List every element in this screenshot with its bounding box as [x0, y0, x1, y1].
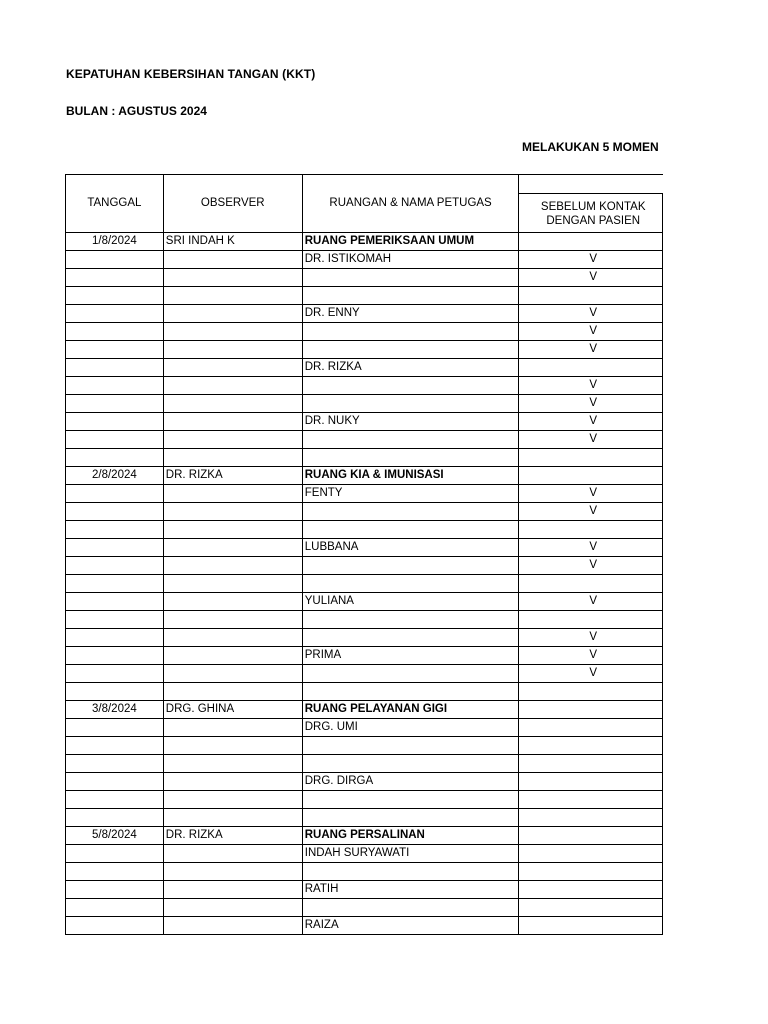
table-row — [66, 269, 663, 287]
table-row — [66, 575, 663, 593]
cell-room[interactable]: DRG. DIRGA — [302, 773, 519, 791]
cell-room[interactable] — [302, 341, 519, 359]
cell-room[interactable]: RATIH — [302, 881, 519, 899]
table-row — [66, 539, 663, 557]
cell-observer[interactable] — [163, 431, 302, 449]
cell-observer[interactable]: DRG. GHINA — [163, 701, 302, 719]
cell-room[interactable] — [302, 575, 519, 593]
table-row — [66, 665, 663, 683]
table-row — [66, 719, 663, 737]
cell-moment1[interactable]: V — [519, 485, 663, 503]
cell-observer[interactable] — [163, 449, 302, 467]
cell-observer[interactable] — [163, 323, 302, 341]
cell-date[interactable] — [66, 611, 164, 629]
cell-moment1[interactable] — [519, 683, 663, 701]
cell-moment1[interactable] — [519, 755, 663, 773]
cell-room[interactable]: RUANG PELAYANAN GIGI — [302, 701, 519, 719]
cell-date[interactable] — [66, 575, 164, 593]
cell-observer[interactable]: SRI INDAH K — [163, 233, 302, 251]
cell-date[interactable] — [66, 395, 164, 413]
cell-date[interactable] — [66, 269, 164, 287]
cell-moment1[interactable] — [519, 719, 663, 737]
cell-date[interactable] — [66, 557, 164, 575]
cell-room[interactable]: YULIANA — [302, 593, 519, 611]
cell-room[interactable] — [302, 737, 519, 755]
cell-date[interactable] — [66, 539, 164, 557]
cell-date[interactable] — [66, 917, 164, 935]
cell-observer[interactable] — [163, 629, 302, 647]
cell-date[interactable] — [66, 593, 164, 611]
month-line: BULAN : AGUSTUS 2024 — [66, 104, 207, 118]
table-row — [66, 377, 663, 395]
cell-moment1[interactable] — [519, 845, 663, 863]
cell-observer[interactable]: DR. RIZKA — [163, 827, 302, 845]
cell-date[interactable] — [66, 737, 164, 755]
cell-room[interactable] — [302, 611, 519, 629]
table-row — [66, 341, 663, 359]
cell-date[interactable] — [66, 755, 164, 773]
cell-observer[interactable] — [163, 809, 302, 827]
cell-moment1[interactable] — [519, 575, 663, 593]
table-row — [66, 467, 663, 485]
cell-observer[interactable] — [163, 791, 302, 809]
cell-date[interactable] — [66, 377, 164, 395]
cell-room[interactable] — [302, 323, 519, 341]
cell-moment1[interactable]: V — [519, 305, 663, 323]
cell-date[interactable] — [66, 323, 164, 341]
cell-moment1[interactable]: V — [519, 557, 663, 575]
cell-room[interactable]: RUANG PEMERIKSAAN UMUM — [302, 233, 519, 251]
cell-room[interactable] — [302, 899, 519, 917]
cell-moment1[interactable] — [519, 917, 663, 935]
cell-observer[interactable] — [163, 773, 302, 791]
cell-moment1[interactable]: V — [519, 647, 663, 665]
cell-observer[interactable] — [163, 539, 302, 557]
cell-observer[interactable] — [163, 917, 302, 935]
cell-observer[interactable] — [163, 521, 302, 539]
cell-moment1[interactable] — [519, 791, 663, 809]
table-row — [66, 881, 663, 899]
cell-observer[interactable] — [163, 485, 302, 503]
cell-room[interactable]: DR. ENNY — [302, 305, 519, 323]
cell-moment1[interactable] — [519, 449, 663, 467]
cell-date[interactable] — [66, 341, 164, 359]
cell-room[interactable]: DRG. UMI — [302, 719, 519, 737]
table-row — [66, 917, 663, 935]
table-row — [66, 827, 663, 845]
cell-date[interactable] — [66, 809, 164, 827]
header-date: TANGGAL — [66, 175, 164, 233]
table-row — [66, 629, 663, 647]
cell-room[interactable] — [302, 521, 519, 539]
table-row — [66, 503, 663, 521]
section-label: MELAKUKAN 5 MOMEN — [522, 140, 659, 154]
cell-room[interactable]: INDAH SURYAWATI — [302, 845, 519, 863]
document-title: KEPATUHAN KEBERSIHAN TANGAN (KKT) — [66, 67, 316, 81]
cell-moment1[interactable]: V — [519, 431, 663, 449]
cell-observer[interactable] — [163, 413, 302, 431]
cell-room[interactable] — [302, 449, 519, 467]
cell-date[interactable] — [66, 305, 164, 323]
cell-date[interactable]: 1/8/2024 — [66, 233, 164, 251]
cell-room[interactable]: RAIZA — [302, 917, 519, 935]
cell-room[interactable] — [302, 503, 519, 521]
table-row — [66, 413, 663, 431]
table-row — [66, 593, 663, 611]
cell-moment1[interactable] — [519, 827, 663, 845]
cell-observer[interactable] — [163, 269, 302, 287]
cell-moment1[interactable] — [519, 773, 663, 791]
cell-room[interactable]: PRIMA — [302, 647, 519, 665]
header-room: RUANGAN & NAMA PETUGAS — [302, 175, 519, 233]
table-row — [66, 809, 663, 827]
cell-room[interactable]: LUBBANA — [302, 539, 519, 557]
cell-observer[interactable] — [163, 863, 302, 881]
cell-room[interactable] — [302, 665, 519, 683]
cell-room[interactable] — [302, 377, 519, 395]
cell-room[interactable]: DR. NUKY — [302, 413, 519, 431]
cell-date[interactable] — [66, 629, 164, 647]
cell-moment1[interactable]: V — [519, 323, 663, 341]
cell-room[interactable] — [302, 557, 519, 575]
cell-moment1[interactable]: V — [519, 665, 663, 683]
cell-date[interactable] — [66, 251, 164, 269]
cell-date[interactable]: 5/8/2024 — [66, 827, 164, 845]
cell-date[interactable] — [66, 773, 164, 791]
cell-room[interactable]: DR. ISTIKOMAH — [302, 251, 519, 269]
cell-moment1[interactable]: V — [519, 251, 663, 269]
table-header-row — [66, 175, 663, 194]
cell-date[interactable]: 3/8/2024 — [66, 701, 164, 719]
cell-date[interactable] — [66, 863, 164, 881]
table-row — [66, 323, 663, 341]
cell-moment1[interactable] — [519, 521, 663, 539]
cell-observer[interactable] — [163, 503, 302, 521]
cell-observer[interactable] — [163, 755, 302, 773]
cell-observer[interactable] — [163, 719, 302, 737]
cell-observer[interactable] — [163, 341, 302, 359]
cell-date[interactable] — [66, 845, 164, 863]
cell-date[interactable] — [66, 449, 164, 467]
header-moment-group — [519, 175, 663, 194]
cell-observer[interactable] — [163, 881, 302, 899]
table-row — [66, 449, 663, 467]
cell-observer[interactable] — [163, 647, 302, 665]
cell-room[interactable] — [302, 287, 519, 305]
cell-date[interactable]: 2/8/2024 — [66, 467, 164, 485]
cell-room[interactable] — [302, 791, 519, 809]
cell-moment1[interactable] — [519, 287, 663, 305]
cell-observer[interactable] — [163, 683, 302, 701]
cell-moment1[interactable]: V — [519, 629, 663, 647]
cell-moment1[interactable]: V — [519, 593, 663, 611]
cell-room[interactable]: FENTY — [302, 485, 519, 503]
cell-observer[interactable] — [163, 305, 302, 323]
cell-date[interactable] — [66, 647, 164, 665]
table-row — [66, 737, 663, 755]
cell-date[interactable] — [66, 719, 164, 737]
cell-observer[interactable] — [163, 899, 302, 917]
table-row — [66, 755, 663, 773]
cell-room[interactable]: RUANG PERSALINAN — [302, 827, 519, 845]
table-row — [66, 233, 663, 251]
table-row — [66, 773, 663, 791]
table-row — [66, 251, 663, 269]
cell-moment1[interactable]: V — [519, 395, 663, 413]
cell-observer[interactable] — [163, 287, 302, 305]
table-row — [66, 305, 663, 323]
cell-moment1[interactable] — [519, 737, 663, 755]
table-row — [66, 431, 663, 449]
cell-date[interactable] — [66, 359, 164, 377]
cell-date[interactable] — [66, 899, 164, 917]
cell-room[interactable] — [302, 755, 519, 773]
cell-date[interactable] — [66, 431, 164, 449]
cell-room[interactable] — [302, 395, 519, 413]
cell-observer[interactable] — [163, 251, 302, 269]
table-row — [66, 611, 663, 629]
table-row — [66, 287, 663, 305]
cell-observer[interactable] — [163, 593, 302, 611]
cell-moment1[interactable] — [519, 809, 663, 827]
cell-moment1[interactable] — [519, 899, 663, 917]
cell-observer[interactable] — [163, 845, 302, 863]
table-row — [66, 701, 663, 719]
cell-observer[interactable] — [163, 395, 302, 413]
cell-moment1[interactable]: V — [519, 269, 663, 287]
table-row — [66, 791, 663, 809]
compliance-table — [65, 174, 663, 935]
cell-date[interactable] — [66, 791, 164, 809]
table-row — [66, 485, 663, 503]
table-row — [66, 863, 663, 881]
cell-observer[interactable] — [163, 665, 302, 683]
cell-observer[interactable] — [163, 611, 302, 629]
cell-moment1[interactable] — [519, 359, 663, 377]
cell-moment1[interactable] — [519, 233, 663, 251]
cell-date[interactable] — [66, 503, 164, 521]
table-row — [66, 395, 663, 413]
cell-moment1[interactable]: V — [519, 503, 663, 521]
table-row — [66, 521, 663, 539]
cell-observer[interactable] — [163, 737, 302, 755]
table-row — [66, 683, 663, 701]
cell-moment1[interactable] — [519, 701, 663, 719]
table-row — [66, 557, 663, 575]
cell-observer[interactable] — [163, 377, 302, 395]
cell-date[interactable] — [66, 881, 164, 899]
cell-date[interactable] — [66, 413, 164, 431]
cell-date[interactable] — [66, 485, 164, 503]
cell-moment1[interactable]: V — [519, 377, 663, 395]
table-row — [66, 845, 663, 863]
cell-date[interactable] — [66, 683, 164, 701]
cell-moment1[interactable]: V — [519, 413, 663, 431]
cell-moment1[interactable] — [519, 863, 663, 881]
cell-date[interactable] — [66, 665, 164, 683]
compliance-table-wrapper — [65, 174, 663, 935]
cell-room[interactable] — [302, 269, 519, 287]
table-row — [66, 647, 663, 665]
cell-room[interactable]: RUANG KIA & IMUNISASI — [302, 467, 519, 485]
cell-moment1[interactable] — [519, 467, 663, 485]
cell-moment1[interactable]: V — [519, 341, 663, 359]
table-row — [66, 899, 663, 917]
cell-observer[interactable] — [163, 557, 302, 575]
table-row — [66, 359, 663, 377]
cell-room[interactable] — [302, 431, 519, 449]
cell-moment1[interactable]: V — [519, 539, 663, 557]
cell-moment1[interactable] — [519, 881, 663, 899]
cell-room[interactable] — [302, 629, 519, 647]
cell-room[interactable]: DR. RIZKA — [302, 359, 519, 377]
cell-observer[interactable]: DR. RIZKA — [163, 467, 302, 485]
cell-room[interactable] — [302, 683, 519, 701]
cell-room[interactable] — [302, 863, 519, 881]
cell-observer[interactable] — [163, 359, 302, 377]
header-observer: OBSERVER — [163, 175, 302, 233]
cell-room[interactable] — [302, 809, 519, 827]
cell-date[interactable] — [66, 287, 164, 305]
cell-observer[interactable] — [163, 575, 302, 593]
cell-date[interactable] — [66, 521, 164, 539]
cell-moment1[interactable] — [519, 611, 663, 629]
header-moment1: SEBELUM KONTAK DENGAN PASIEN — [519, 194, 663, 233]
